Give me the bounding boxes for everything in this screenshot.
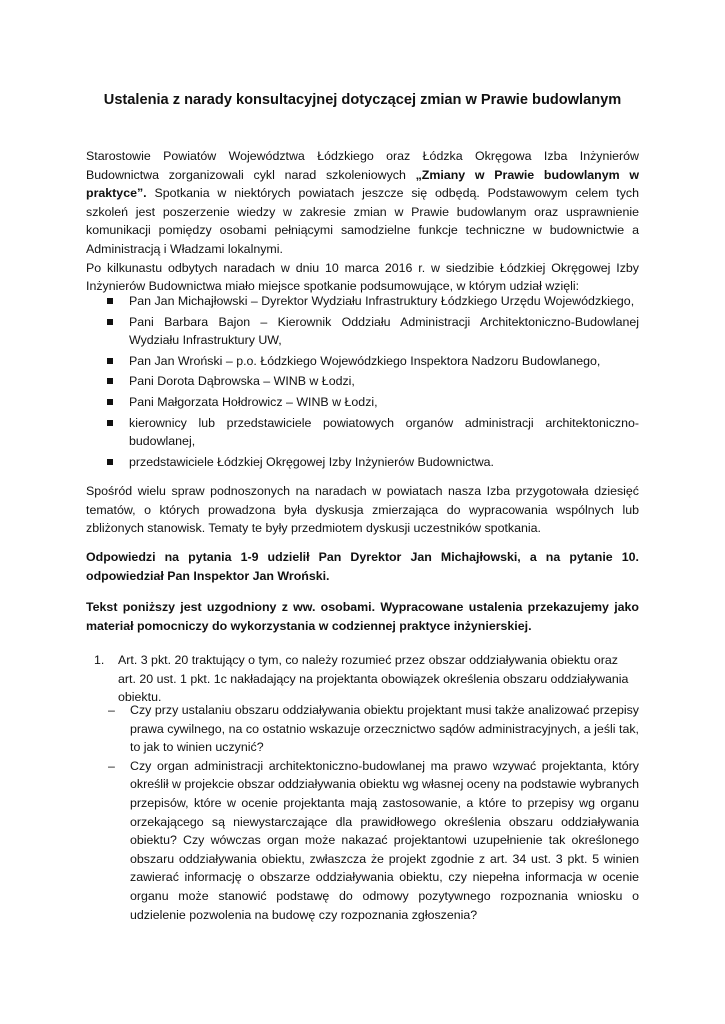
list-item: przedstawiciele Łódzkiej Okręgowej Izby Inżynierów Budownictwa. [86, 453, 639, 472]
questions-list [108, 701, 639, 924]
list-item: Pani Barbara Bajon – Kierownik Oddziału Administracji Architektoniczno-Budowlanej Wydziału Infrastruktury UW, [86, 313, 639, 350]
square-bullet-icon [107, 319, 113, 325]
square-bullet-icon [107, 358, 113, 364]
list-item: – Czy organ administracji architektoniczno-budowlanej ma prawo wzywać projektanta, który określił w projekcie obszar oddziaływania obiektu wg własnej oceny na podstawie wybranych przepisów, które w ocenie projektanta mają zastosowanie, a które to przepisy wg organu orzekającego są niewystarczające dla prawidłowego określenia obszaru oddziaływania obiektu? Czy wówczas organ może nakazać projektantowi uzupełnienie tak określonego obszaru oddziaływania obiektu, zwłaszcza że projekt zgodnie z art. 34 ust. 3 pkt. 5 winien zawierać informację o obszarze oddziaływania obiektu, czy niepełna informacja w ocenie organu może stanowić podstawę do odmowy pozytywnego rozpoznania wniosku o udzielenie pozwolenia na budowę czy rozpoznania zgłoszenia? [108, 758, 639, 922]
intro-text-3: Po kilkunastu odbytych naradach w dniu 10 marca 2016 r. w siedzibie Łódzkiej Okręgowej Izby Inżynierów Budownictwa miało miejsce spotkanie podsumowujące, w którym udział wzięli: [86, 260, 639, 294]
answers-paragraph: Odpowiedzi na pytania 1-9 udzielił Pan Dyrektor Jan Michajłowski, a na pytanie 10. odpowiedział Pan Inspektor Jan Wroński. [86, 550, 639, 583]
intro-text-1: Starostowie Powiatów Województwa Łódzkiego oraz Łódzka Okręgowa Izba Inżynierów Budownictwa zorganizowali cykl narad szkoleniowych [86, 149, 639, 182]
list-item: Pan Jan Michajłowski – Dyrektor Wydziału Infrastruktury Łódzkiego Urzędu Wojewódzkiego, [86, 292, 639, 311]
dash-bullet-icon: – [108, 703, 115, 717]
agreed-paragraph: Tekst poniższy jest uzgodniony z ww. osobami. Wypracowane ustalenia przekazujemy jako materiał pomocniczy do wykorzystania w codziennej praktyce inżynierskiej. [86, 600, 639, 633]
square-bullet-icon [107, 459, 113, 465]
square-bullet-icon [107, 378, 113, 384]
list-item: Pan Jan Wroński – p.o. Łódzkiego Wojewódzkiego Inspektora Nadzoru Budowlanego, [86, 352, 639, 371]
list-item: – Czy przy ustalaniu obszaru oddziaływania obiektu projektant musi także analizować przepisy prawa cywilnego, na co ostatnio wskazuje orzecznictwo sądów administracyjnych, a jeśli tak, to jak to winien uczynić? [108, 703, 639, 755]
participants-list [86, 292, 639, 473]
intro-paragraph [86, 147, 639, 296]
numbered-item-1 [94, 651, 639, 707]
item-text: Art. 3 pkt. 20 traktujący o tym, co należy rozumieć przez obszar oddziaływania obiektu oraz art. 20 ust. 1 pkt. 1c nakładający na projektanta obowiązek określenia obszaru oddziaływania obiektu. [118, 653, 629, 705]
list-item: Pani Dorota Dąbrowska – WINB w Łodzi, [86, 372, 639, 391]
square-bullet-icon [107, 420, 113, 426]
item-number: 1. [94, 653, 105, 667]
topics-paragraph: Spośród wielu spraw podnoszonych na naradach w powiatach nasza Izba przygotowała dziesięć tematów, o których prowadzona była dyskusja zmierzająca do wypracowania wspólnych lub zbliżonych stanowisk. Tematy te były przedmiotem dyskusji uczestników spotkania. [86, 484, 639, 536]
document-title: Ustalenia z narady konsultacyjnej dotyczącej zmian w Prawie budowlanym [103, 92, 622, 108]
list-item: Pani Małgorzata Hołdrowicz – WINB w Łodzi, [86, 393, 639, 412]
list-item: kierownicy lub przedstawiciele powiatowych organów administracji architektoniczno-budowlanej, [86, 414, 639, 451]
training-name: „Zmiany w Prawie budowlanym w praktyce”. [86, 167, 639, 201]
square-bullet-icon [107, 298, 113, 304]
intro-text-2: Spotkania w niektórych powiatach jeszcze się odbędą. Podstawowym celem tych szkoleń jest poszerzenie wiedzy w zakresie zmian w Prawie budowlanym oraz usprawnienie komunikacji pomiędzy osobami pełniącymi samodzielne funkcje techniczne w budownictwie a Administracją i Władzami lokalnymi. [86, 186, 639, 256]
dash-bullet-icon: – [108, 758, 115, 773]
square-bullet-icon [107, 399, 113, 405]
